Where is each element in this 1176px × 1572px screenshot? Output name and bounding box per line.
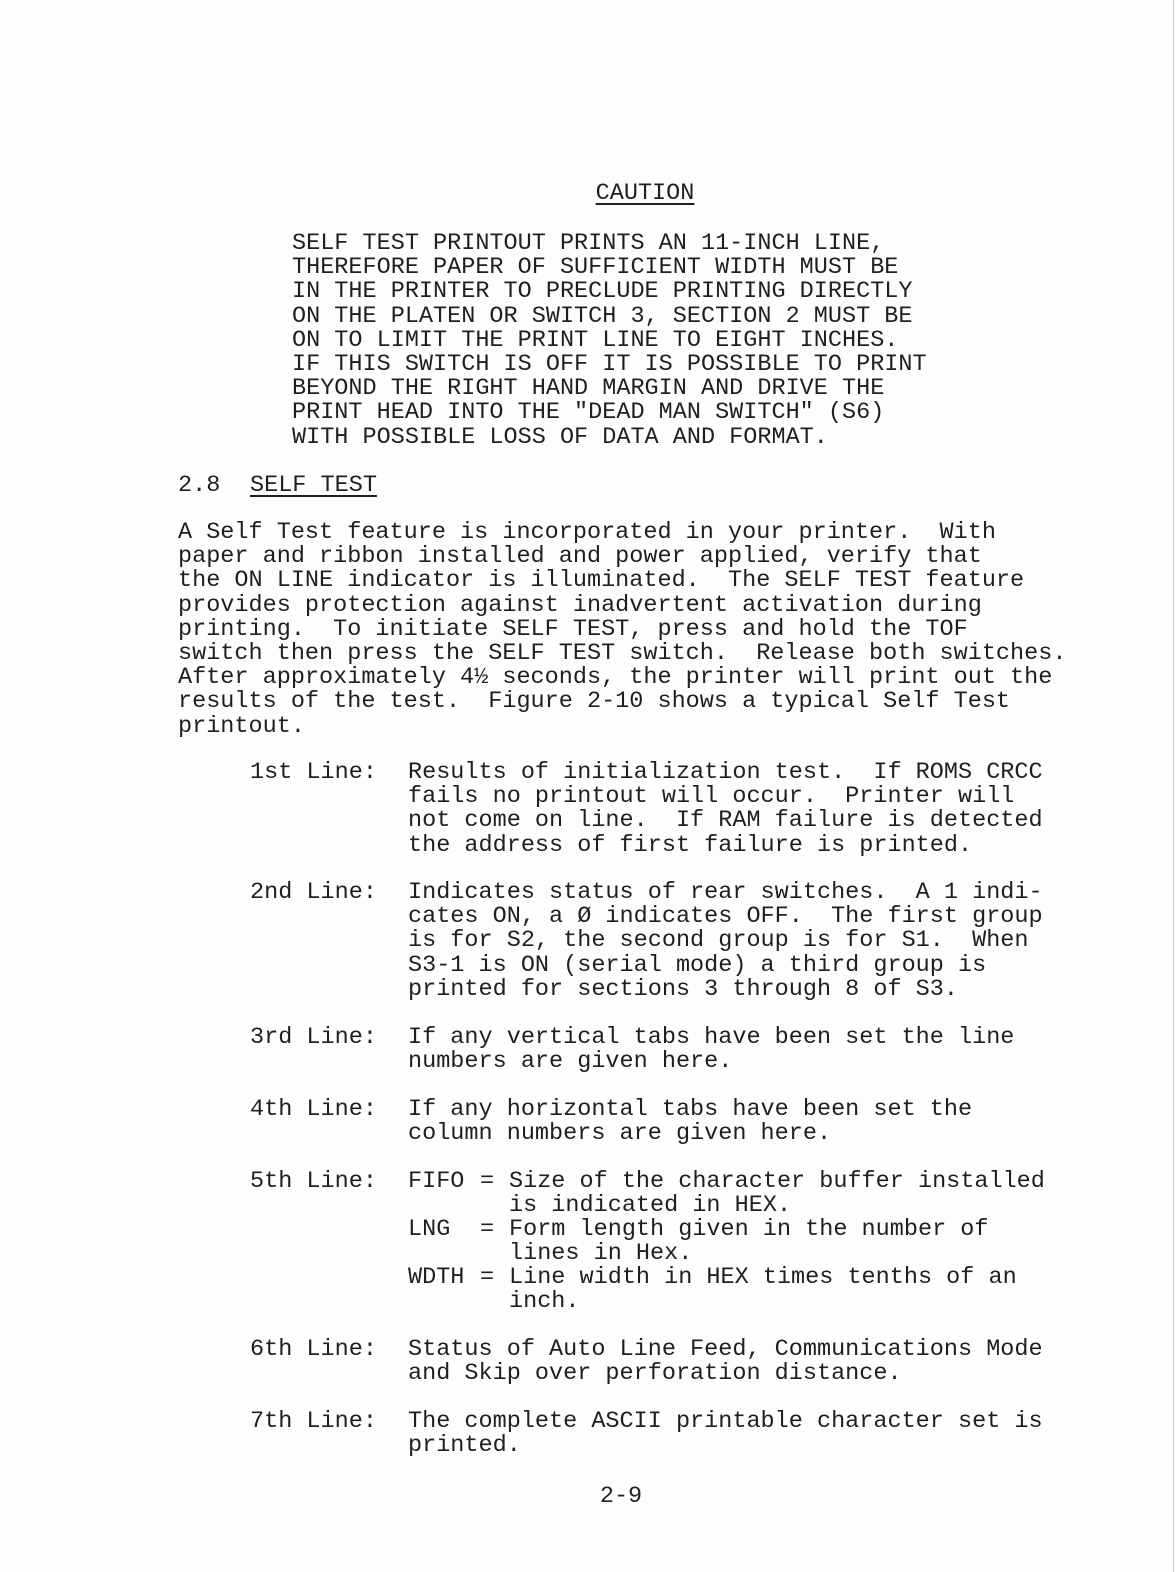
entry-line: Status of Auto Line Feed, Communications Mode xyxy=(408,1336,1043,1363)
subitem-key: FIFO xyxy=(408,1168,465,1195)
caution-line: PRINT HEAD INTO THE "DEAD MAN SWITCH" (S6) xyxy=(292,399,885,427)
intro-line: printing. To initiate SELF TEST, press and hold the TOF xyxy=(178,615,968,643)
entry-line: Indicates status of rear switches. A 1 indi- xyxy=(408,879,1043,906)
subitem-equals: = xyxy=(480,1168,495,1195)
entry-line: column numbers are given here. xyxy=(408,1120,832,1148)
entry-label-7th: 7th Line: xyxy=(250,1408,377,1435)
entry-label-4th: 4th Line: xyxy=(250,1096,377,1123)
entry-line: cates ON, a Ø indicates OFF. The first group xyxy=(408,903,1043,931)
subitem-line: is indicated in HEX. xyxy=(509,1192,792,1220)
caution-line: ON THE PLATEN OR SWITCH 3, SECTION 2 MUST BE xyxy=(292,302,913,330)
subitem-fifo xyxy=(408,1170,1045,1218)
entry-line: fails no printout will occur. Printer will xyxy=(408,783,1015,811)
subitem-key: WDTH xyxy=(408,1264,465,1291)
intro-line: printout. xyxy=(178,712,305,740)
subitem-line: Form length given in the number of xyxy=(509,1216,989,1243)
entry-label-5th: 5th Line: xyxy=(250,1168,377,1195)
subitem-equals: = xyxy=(480,1216,495,1243)
entry-text-3rd xyxy=(408,1026,1014,1074)
entry-text-1st xyxy=(408,761,1043,858)
entry-line: printed for sections 3 through 8 of S3. xyxy=(408,975,958,1003)
subitem-line: Line width in HEX times tenths of an xyxy=(509,1264,1017,1291)
entry-line: the address of first failure is printed. xyxy=(408,831,973,859)
caution-heading: CAUTION xyxy=(595,180,695,207)
entry-line: If any vertical tabs have been set the line xyxy=(408,1024,1015,1051)
entry-line: printed. xyxy=(408,1432,521,1460)
subitem-wdth xyxy=(408,1266,1017,1314)
section-title: SELF TEST xyxy=(250,472,377,499)
intro-line: provides protection against inadvertent activation during xyxy=(178,591,982,619)
entry-text-7th xyxy=(408,1410,1043,1458)
entry-text-2nd xyxy=(408,881,1043,1002)
section-number: 2.8 xyxy=(178,472,221,499)
subitem-line: lines in Hex. xyxy=(509,1240,693,1268)
intro-line: paper and ribbon installed and power applied, verify that xyxy=(178,543,982,571)
subitem-value xyxy=(509,1218,988,1266)
subitem-value xyxy=(509,1170,1045,1218)
entry-label-1st: 1st Line: xyxy=(250,759,377,786)
entry-text-6th xyxy=(408,1338,1043,1386)
entry-label-3rd: 3rd Line: xyxy=(250,1024,377,1051)
intro-line: A Self Test feature is incorporated in your printer. With xyxy=(178,519,996,546)
caution-line: IN THE PRINTER TO PRECLUDE PRINTING DIRECTLY xyxy=(292,278,913,306)
subitem-line: inch. xyxy=(509,1288,580,1316)
intro-line: the ON LINE indicator is illuminated. The SELF TEST feature xyxy=(178,567,1025,595)
entry-label-2nd: 2nd Line: xyxy=(250,879,377,906)
entry-line: If any horizontal tabs have been set the xyxy=(408,1096,973,1123)
subitem-key: LNG xyxy=(408,1216,451,1243)
entry-label-6th: 6th Line: xyxy=(250,1336,377,1363)
intro-paragraph xyxy=(178,521,1066,739)
caution-line: SELF TEST PRINTOUT PRINTS AN 11-INCH LINE, xyxy=(292,230,885,257)
subitem-lng xyxy=(408,1218,988,1266)
intro-line: After approximately 4½ seconds, the printer will print out the xyxy=(178,664,1053,692)
caution-line: BEYOND THE RIGHT HAND MARGIN AND DRIVE THE xyxy=(292,375,885,403)
entry-line: and Skip over perforation distance. xyxy=(408,1360,902,1388)
entry-line: not come on line. If RAM failure is detected xyxy=(408,807,1043,835)
entry-line: S3-1 is ON (serial mode) a third group is xyxy=(408,951,987,979)
subitem-equals: = xyxy=(480,1264,495,1291)
caution-text xyxy=(292,232,927,450)
subitem-value xyxy=(509,1266,1017,1314)
entry-text-4th xyxy=(408,1098,972,1146)
subitem-line: Size of the character buffer installed xyxy=(509,1168,1045,1195)
entry-line: numbers are given here. xyxy=(408,1048,733,1076)
page-number: 2-9 xyxy=(599,1483,643,1510)
page-edge xyxy=(1173,0,1174,1572)
entry-line: is for S2, the second group is for S1. When xyxy=(408,927,1029,955)
section-heading xyxy=(178,474,377,498)
caution-line: ON TO LIMIT THE PRINT LINE TO EIGHT INCHES. xyxy=(292,326,899,354)
entry-line: Results of initialization test. If ROMS CRCC xyxy=(408,759,1043,786)
intro-line: results of the test. Figure 2-10 shows a typical Self Test xyxy=(178,688,1011,716)
intro-line: switch then press the SELF TEST switch. Release both switches. xyxy=(178,640,1067,668)
caution-line: IF THIS SWITCH IS OFF IT IS POSSIBLE TO PRINT xyxy=(292,351,927,379)
caution-line: WITH POSSIBLE LOSS OF DATA AND FORMAT. xyxy=(292,423,828,451)
entry-line: The complete ASCII printable character set is xyxy=(408,1408,1043,1435)
caution-line: THEREFORE PAPER OF SUFFICIENT WIDTH MUST BE xyxy=(292,254,899,282)
